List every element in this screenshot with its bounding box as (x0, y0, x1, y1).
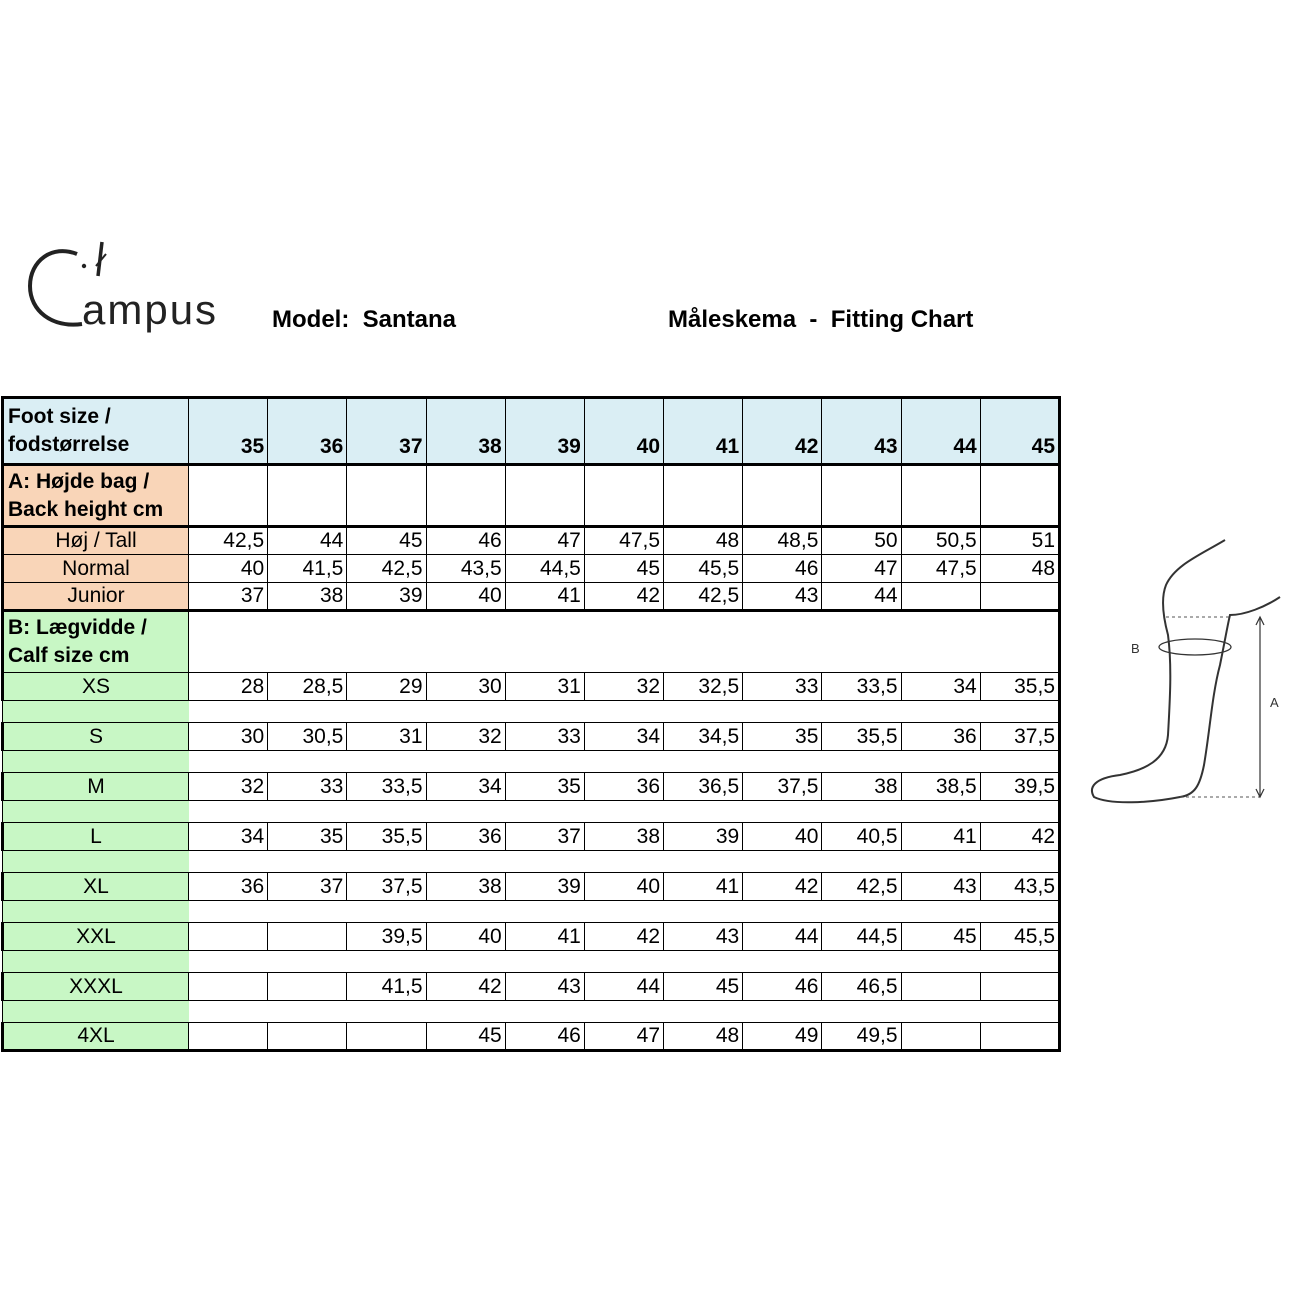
value-cell: 46 (426, 527, 505, 555)
foot-size-45: 45 (980, 398, 1059, 465)
value-cell: 44 (822, 583, 901, 611)
value-cell (189, 1023, 268, 1051)
foot-size-label-da: fodstørrelse (8, 433, 130, 456)
table-row (3, 723, 1060, 751)
value-cell (189, 973, 268, 1001)
spacer-row (3, 901, 1060, 923)
value-cell: 45 (347, 527, 426, 555)
value-cell: 32,5 (664, 673, 743, 701)
value-cell (980, 583, 1059, 611)
value-cell: 38 (584, 823, 663, 851)
spacer-row (3, 751, 1060, 773)
campus-logo (22, 236, 252, 346)
spacer-label-cell (3, 701, 189, 723)
value-cell: 33 (268, 773, 347, 801)
value-cell: 46 (743, 555, 822, 583)
value-cell: 35 (743, 723, 822, 751)
value-cell: 34 (584, 723, 663, 751)
value-cell: 36 (901, 723, 980, 751)
value-cell: 42,5 (822, 873, 901, 901)
value-cell: 39,5 (347, 923, 426, 951)
value-cell: 28 (189, 673, 268, 701)
value-cell: 43,5 (980, 873, 1059, 901)
row-label: Høj / Tall (3, 527, 189, 555)
value-cell: 44 (268, 527, 347, 555)
value-cell: 41 (505, 923, 584, 951)
value-cell: 47 (505, 527, 584, 555)
value-cell: 48 (980, 555, 1059, 583)
spacer-label-cell (3, 1001, 189, 1023)
value-cell: 51 (980, 527, 1059, 555)
diagram-label-a: A (1270, 695, 1279, 710)
value-cell: 32 (426, 723, 505, 751)
value-cell: 42 (426, 973, 505, 1001)
value-cell: 39 (664, 823, 743, 851)
value-cell: 47 (584, 1023, 663, 1051)
table-row (3, 923, 1060, 951)
value-cell: 40,5 (822, 823, 901, 851)
row-label: Normal (3, 555, 189, 583)
table-row (3, 673, 1060, 701)
value-cell: 47,5 (901, 555, 980, 583)
row-label: S (3, 723, 189, 751)
value-cell: 32 (189, 773, 268, 801)
section-b-calf-size-label (3, 611, 189, 673)
value-cell: 46,5 (822, 973, 901, 1001)
value-cell: 50 (822, 527, 901, 555)
value-cell: 43 (505, 973, 584, 1001)
foot-size-label (3, 398, 189, 465)
section-a-empty-cell (822, 465, 901, 527)
row-label: XXL (3, 923, 189, 951)
spacer-fill-cell (189, 901, 1060, 923)
value-cell: 38 (268, 583, 347, 611)
section-a-back-height-label-line2: Back height cm (8, 497, 164, 521)
value-cell: 35 (505, 773, 584, 801)
value-cell: 45,5 (664, 555, 743, 583)
value-cell: 37 (268, 873, 347, 901)
section-a-back-height (3, 465, 1060, 527)
value-cell (268, 1023, 347, 1051)
value-cell: 47,5 (584, 527, 663, 555)
table-row (3, 873, 1060, 901)
spacer-fill-cell (189, 951, 1060, 973)
value-cell: 43,5 (426, 555, 505, 583)
value-cell: 45 (426, 1023, 505, 1051)
section-a-empty-cell (664, 465, 743, 527)
foot-size-40: 40 (584, 398, 663, 465)
value-cell: 33,5 (822, 673, 901, 701)
value-cell (189, 923, 268, 951)
value-cell: 29 (347, 673, 426, 701)
value-cell (980, 1023, 1059, 1051)
value-cell: 43 (901, 873, 980, 901)
value-cell: 48 (664, 1023, 743, 1051)
section-a-empty-cell (901, 465, 980, 527)
value-cell: 44,5 (505, 555, 584, 583)
value-cell (347, 1023, 426, 1051)
value-cell: 44 (584, 973, 663, 1001)
value-cell (268, 973, 347, 1001)
value-cell: 41,5 (347, 973, 426, 1001)
spacer-fill-cell (189, 751, 1060, 773)
value-cell: 45 (664, 973, 743, 1001)
value-cell: 30 (426, 673, 505, 701)
fitting-chart-title: Måleskema - Fitting Chart (668, 306, 974, 333)
value-cell: 44 (743, 923, 822, 951)
value-cell: 34 (426, 773, 505, 801)
value-cell: 32 (584, 673, 663, 701)
foot-size-header-row (3, 398, 1060, 465)
spacer-fill-cell (189, 851, 1060, 873)
spacer-label-cell (3, 751, 189, 773)
value-cell: 37 (505, 823, 584, 851)
value-cell: 36 (584, 773, 663, 801)
row-label: XXXL (3, 973, 189, 1001)
value-cell: 40 (426, 923, 505, 951)
value-cell: 49,5 (822, 1023, 901, 1051)
spacer-label-cell (3, 801, 189, 823)
value-cell: 43 (743, 583, 822, 611)
value-cell: 42 (584, 583, 663, 611)
value-cell: 34 (901, 673, 980, 701)
row-label: 4XL (3, 1023, 189, 1051)
value-cell: 45,5 (980, 923, 1059, 951)
value-cell: 42 (743, 873, 822, 901)
section-b-empty-cell (189, 611, 1060, 673)
value-cell: 39 (505, 873, 584, 901)
value-cell: 46 (505, 1023, 584, 1051)
value-cell: 42,5 (347, 555, 426, 583)
value-cell: 36,5 (664, 773, 743, 801)
value-cell: 40 (189, 555, 268, 583)
value-cell: 48,5 (743, 527, 822, 555)
section-a-empty-cell (505, 465, 584, 527)
spacer-fill-cell (189, 1001, 1060, 1023)
foot-size-35: 35 (189, 398, 268, 465)
spacer-row (3, 851, 1060, 873)
model-title: Model: Santana (272, 306, 457, 333)
value-cell: 41 (505, 583, 584, 611)
value-cell (268, 923, 347, 951)
value-cell: 37 (189, 583, 268, 611)
value-cell: 40 (584, 873, 663, 901)
foot-size-label-en: Foot size / (8, 405, 111, 428)
value-cell: 34,5 (664, 723, 743, 751)
spacer-row (3, 801, 1060, 823)
value-cell: 38 (426, 873, 505, 901)
foot-size-42: 42 (743, 398, 822, 465)
value-cell: 37,5 (347, 873, 426, 901)
section-b-calf-size (3, 611, 1060, 673)
section-a-empty-cell (268, 465, 347, 527)
foot-size-39: 39 (505, 398, 584, 465)
value-cell (980, 973, 1059, 1001)
section-b-calf-size-label-line1: B: Lægvidde / (8, 616, 147, 639)
value-cell: 35,5 (822, 723, 901, 751)
value-cell: 37,5 (980, 723, 1059, 751)
table-row (3, 555, 1060, 583)
svg-text:ampus: ampus (82, 286, 219, 333)
value-cell: 46 (743, 973, 822, 1001)
fitting-chart-table (1, 396, 1061, 1052)
section-a-empty-cell (189, 465, 268, 527)
value-cell: 42 (584, 923, 663, 951)
leg-measurement-diagram (1080, 535, 1300, 820)
section-a-empty-cell (347, 465, 426, 527)
value-cell (901, 973, 980, 1001)
value-cell: 40 (426, 583, 505, 611)
value-cell: 47 (822, 555, 901, 583)
value-cell: 39,5 (980, 773, 1059, 801)
spacer-row (3, 701, 1060, 723)
value-cell: 41 (901, 823, 980, 851)
row-label: XL (3, 873, 189, 901)
row-label: Junior (3, 583, 189, 611)
value-cell: 36 (189, 873, 268, 901)
value-cell: 48 (664, 527, 743, 555)
row-label: L (3, 823, 189, 851)
section-a-empty-cell (743, 465, 822, 527)
section-a-empty-cell (980, 465, 1059, 527)
value-cell: 50,5 (901, 527, 980, 555)
value-cell: 49 (743, 1023, 822, 1051)
spacer-row (3, 951, 1060, 973)
value-cell: 33 (505, 723, 584, 751)
value-cell: 31 (505, 673, 584, 701)
value-cell: 41 (664, 873, 743, 901)
value-cell: 37,5 (743, 773, 822, 801)
value-cell (901, 1023, 980, 1051)
foot-size-38: 38 (426, 398, 505, 465)
value-cell: 38,5 (901, 773, 980, 801)
value-cell: 42 (980, 823, 1059, 851)
foot-size-43: 43 (822, 398, 901, 465)
table-row (3, 1023, 1060, 1051)
section-a-empty-cell (584, 465, 663, 527)
value-cell: 35,5 (347, 823, 426, 851)
spacer-row (3, 1001, 1060, 1023)
row-label: M (3, 773, 189, 801)
foot-size-44: 44 (901, 398, 980, 465)
value-cell: 45 (901, 923, 980, 951)
foot-size-41: 41 (664, 398, 743, 465)
section-b-calf-size-label-line2: Calf size cm (8, 644, 130, 667)
value-cell: 31 (347, 723, 426, 751)
spacer-fill-cell (189, 701, 1060, 723)
spacer-label-cell (3, 901, 189, 923)
value-cell: 42,5 (664, 583, 743, 611)
value-cell: 41,5 (268, 555, 347, 583)
value-cell: 28,5 (268, 673, 347, 701)
value-cell: 33,5 (347, 773, 426, 801)
value-cell: 38 (822, 773, 901, 801)
value-cell: 35 (268, 823, 347, 851)
foot-size-36: 36 (268, 398, 347, 465)
table-row (3, 527, 1060, 555)
section-a-back-height-label-line1: A: Højde bag / (8, 469, 150, 493)
value-cell (901, 583, 980, 611)
value-cell: 33 (743, 673, 822, 701)
section-a-empty-cell (426, 465, 505, 527)
section-a-back-height-label (3, 465, 189, 527)
value-cell: 30 (189, 723, 268, 751)
value-cell: 30,5 (268, 723, 347, 751)
value-cell: 44,5 (822, 923, 901, 951)
value-cell: 35,5 (980, 673, 1059, 701)
spacer-label-cell (3, 951, 189, 973)
foot-size-37: 37 (347, 398, 426, 465)
table-row (3, 583, 1060, 611)
value-cell: 36 (426, 823, 505, 851)
row-label: XS (3, 673, 189, 701)
value-cell: 45 (584, 555, 663, 583)
spacer-label-cell (3, 851, 189, 873)
table-row (3, 973, 1060, 1001)
table-row (3, 823, 1060, 851)
value-cell: 39 (347, 583, 426, 611)
value-cell: 43 (664, 923, 743, 951)
spacer-fill-cell (189, 801, 1060, 823)
diagram-label-b: B (1131, 641, 1140, 656)
value-cell: 40 (743, 823, 822, 851)
value-cell: 34 (189, 823, 268, 851)
table-row (3, 773, 1060, 801)
value-cell: 42,5 (189, 527, 268, 555)
